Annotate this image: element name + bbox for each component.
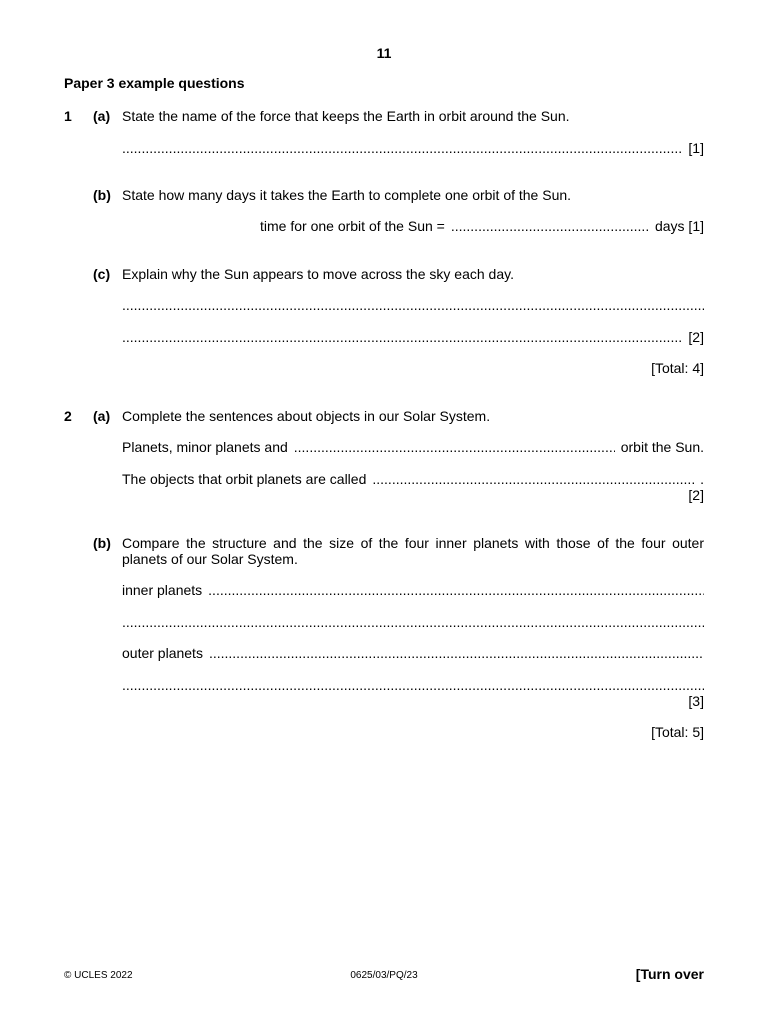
- sentence-1-prefix: Planets, minor planets and: [122, 439, 288, 455]
- dotted-line: [122, 614, 704, 630]
- answer-line-1c-2[interactable]: [122, 329, 704, 345]
- question-2a-label: (a): [93, 408, 111, 424]
- inner-planets-label: inner planets: [122, 582, 203, 598]
- footer-turn-over: [Turn over: [635, 966, 704, 982]
- dotted-line: [208, 582, 704, 598]
- question-2b-label: (b): [93, 535, 111, 551]
- question-1-number: 1: [64, 108, 72, 124]
- answer-line-2a-2[interactable]: [122, 471, 704, 487]
- dotted-line: [122, 677, 704, 693]
- sentence-2-suffix: .: [700, 471, 704, 487]
- mark-2b: [3]: [688, 693, 704, 709]
- outer-planets-label: outer planets: [122, 645, 203, 661]
- answer-line-2a-1[interactable]: [122, 439, 704, 455]
- mark-2a: [2]: [688, 487, 704, 503]
- dotted-line: [451, 218, 649, 234]
- section-heading: Paper 3 example questions: [64, 75, 245, 91]
- question-1b-label: (b): [93, 187, 111, 203]
- dotted-line: [122, 297, 704, 313]
- page-number: 11: [376, 45, 392, 61]
- footer-copyright: © UCLES 2022: [64, 970, 133, 981]
- answer-line-2b-inner-2[interactable]: [122, 614, 704, 630]
- answer-line-2b-outer-1[interactable]: [122, 645, 704, 661]
- answer-prefix-1b: time for one orbit of the Sun =: [260, 218, 445, 234]
- mark-1b: days [1]: [654, 218, 704, 234]
- answer-line-1b[interactable]: [260, 218, 704, 234]
- footer-code: 0625/03/PQ/23: [350, 970, 418, 981]
- question-2-number: 2: [64, 408, 72, 424]
- question-1c-label: (c): [93, 266, 111, 282]
- question-1a-label: (a): [93, 108, 111, 124]
- answer-line-1a[interactable]: [122, 140, 704, 156]
- dotted-line: [209, 645, 704, 661]
- mark-1c: [2]: [688, 329, 704, 345]
- question-2a-text: Complete the sentences about objects in our Solar System.: [122, 408, 491, 424]
- answer-line-2b-outer-2[interactable]: [122, 677, 704, 693]
- answer-line-1c-1[interactable]: [122, 297, 704, 313]
- dotted-line: [122, 329, 682, 345]
- question-1a-text: State the name of the force that keeps the Earth in orbit around the Sun.: [122, 108, 570, 124]
- question-1-total: [Total: 4]: [651, 360, 704, 376]
- answer-line-2b-inner-1[interactable]: [122, 582, 704, 598]
- dotted-line: [122, 140, 682, 156]
- question-2-total: [Total: 5]: [651, 724, 704, 740]
- mark-1a: [1]: [688, 140, 704, 156]
- question-2b-text: Compare the structure and the size of the four inner planets with those of the four outer planets of our Solar System.: [122, 535, 704, 567]
- sentence-2-prefix: The objects that orbit planets are called: [122, 471, 367, 487]
- question-1b-text: State how many days it takes the Earth to complete one orbit of the Sun.: [122, 187, 572, 203]
- question-1c-text: Explain why the Sun appears to move across the sky each day.: [122, 266, 514, 282]
- dotted-line: [294, 439, 615, 455]
- dotted-line: [372, 471, 694, 487]
- sentence-1-suffix: orbit the Sun.: [620, 439, 704, 455]
